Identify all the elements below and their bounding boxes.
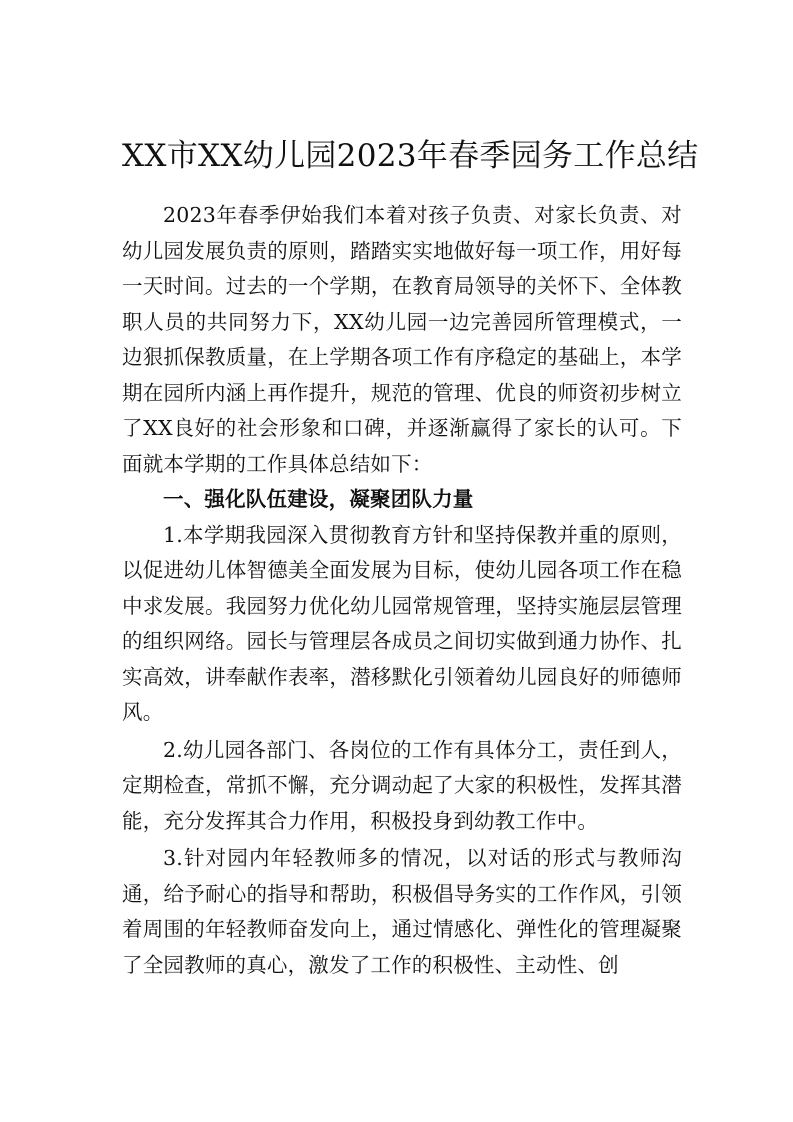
section-heading: 一、强化队伍建设，凝聚团队力量 — [163, 487, 474, 511]
intro-paragraph: 2023年春季伊始我们本着对孩子负责、对家长负责、对幼儿园发展负责的原则，踏踏实实地做好每一项工作，用好每一天时间。过去的一个学期，在教育局领导的关怀下、全体教职人员的共同努力下，XX幼儿园一边完善园所管理模式，一边狠抓保教质量，在上学期各项工作有序稳定的基础上，本学期在园所内涵上再作提升，规范的管理、优良的师资初步树立了XX良好的社会形象和口碑，并逐渐赢得了家长的认可。下面就本学期的工作具体总结如下： — [122, 203, 682, 476]
body-paragraph-3: 3.针对园内年轻教师多的情况，以对话的形式与教师沟通，给予耐心的指导和帮助，积极倡导务实的工作作风，引领着周围的年轻教师奋发向上，通过情感化、弹性化的管理凝聚了全园教师的真心，激发了工作的积极性、主动性、创 — [122, 846, 682, 977]
document-title: XX市XX幼儿园2023年春季园务工作总结 — [122, 138, 699, 174]
document-content — [122, 132, 699, 983]
body-paragraph-1: 1.本学期我园深入贯彻教育方针和坚持保教并重的原则，以促进幼儿体智德美全面发展为目标，使幼儿园各项工作在稳中求发展。我园努力优化幼儿园常规管理，坚持实施层层管理的组织网络。园长与管理层各成员之间切实做到通力协作、扎实高效，讲奉献作表率，潜移默化引领着幼儿园良好的师德师风。 — [122, 522, 682, 724]
body-paragraph-2: 2.幼儿园各部门、各岗位的工作有具体分工，责任到人，定期检查，常抓不懈，充分调动起了大家的积极性，发挥其潜能，充分发挥其合力作用，积极投身到幼教工作中。 — [122, 737, 682, 833]
